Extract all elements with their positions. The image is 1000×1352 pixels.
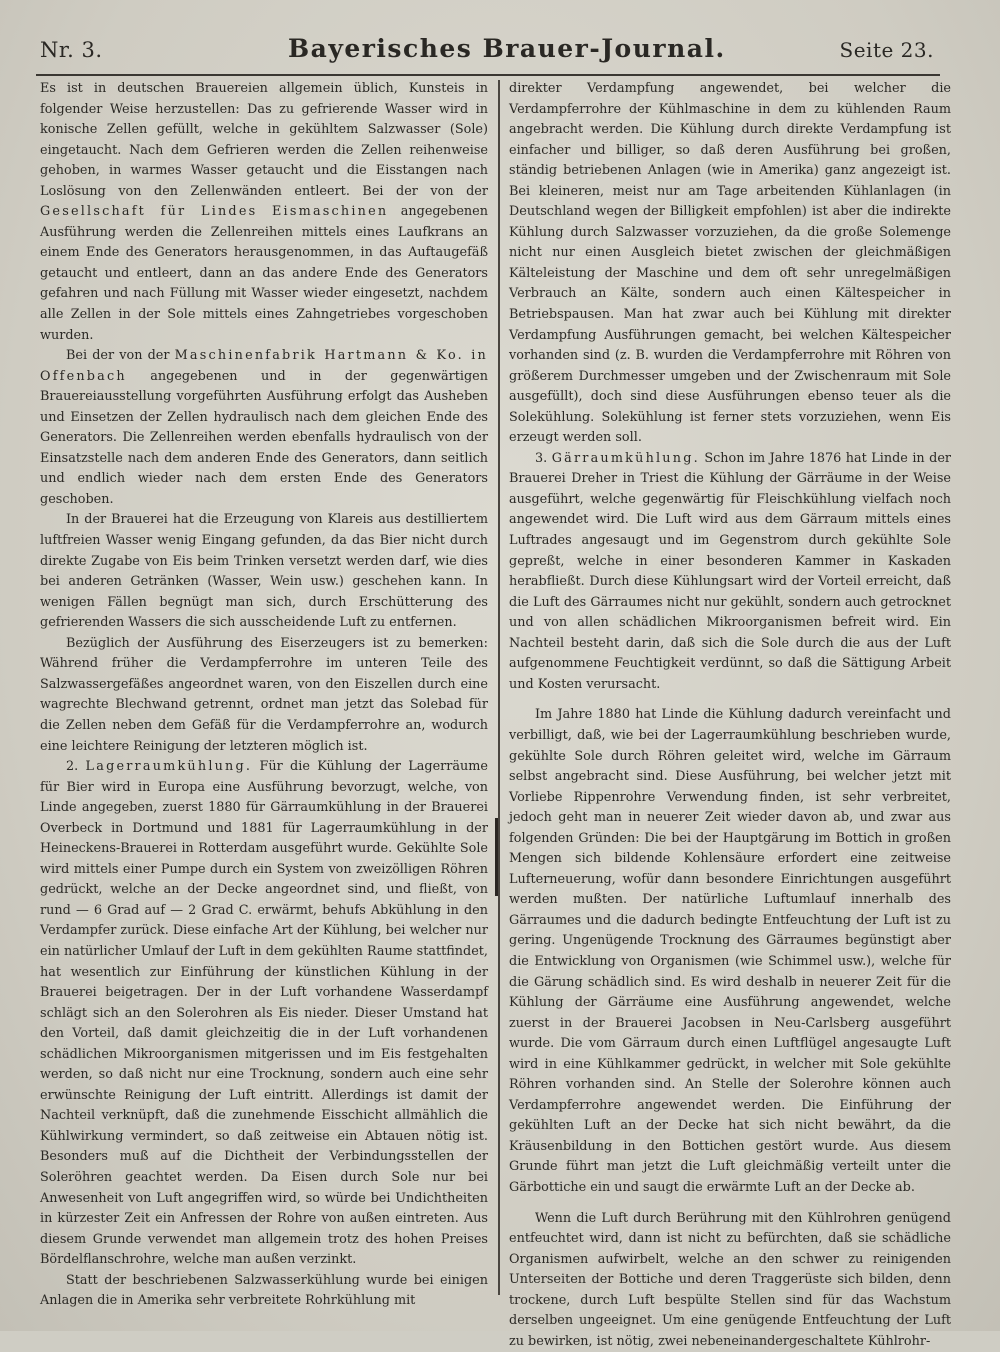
paragraph-eiserzeuger: Bezüglich der Ausführung des Eiserzeugers ist zu bemerken: Während früher die Verdampferrohre im unteren Teile des Salzwassergefäßes angeordnet waren, von den Eiszellen durch eine wagrechte Blechwand getrennt, ordnet man jetzt das Solebad für die Zellen neben dem Gefäß für die Verdampferrohre an, wodurch eine leichtere Reinigung der letzteren möglich ist.	[40, 635, 488, 754]
journal-title: Bayerisches Brauer-Journal.	[288, 34, 726, 63]
paragraph-klareis: In der Brauerei hat die Erzeugung von Klareis aus destilliertem luftfreien Wasser wenig Eingang gefunden, da das Bier nicht durch direkte Zugabe von Eis beim Trinken versetzt werden darf, wie dies bei anderen Getränken (Wasser, Wein usw.) geschehen kann. In wenigen Fällen begnügt man sich, durch Erschütterung des gefrierenden Wassers die sich ausscheidende Luft zu entfernen.	[40, 512, 488, 631]
paragraph-salzwasserkuehlung: Statt der beschriebenen Salzwasserkühlung wurde bei einigen Anlagen die in Amerika sehr verbreitete Rohrkühlung mit	[40, 1272, 488, 1309]
paragraph-entfeuchtung: Wenn die Luft durch Berührung mit den Kühlrohren genügend entfeuchtet wird, dann ist nicht zu befürchten, daß sie schädliche Organismen aufwirbelt, welche an den schwer zu reinigenden Unterseiten der Bottiche und deren Traggerüste sich bilden, denn trockene, durch Luft bespülte Stellen sind für das Wachstum derselben ungeeignet. Um eine genügende Entfeuchtung der Luft zu bewirken, ist nötig, zwei nebeneinandergeschaltete Kühlrohr-	[509, 1210, 951, 1349]
spaced-company-name: Maschinenfabrik Hartmann & Ko. in Offenbach	[40, 348, 488, 384]
page-number: Seite 23.	[839, 38, 934, 62]
section-heading: Lagerraumkühlung.	[85, 759, 253, 775]
paragraph-gaerraumkuehlung: 3. Gärraumkühlung. Schon im Jahre 1876 hat Linde in der Brauerei Dreher in Triest die Kühlung der Gärräume in der Weise ausgeführt, welche gegenwärtig für Fleischkühlung vielfach noch angewendet wird. Die Luft wird aus dem Gärraum mittels eines Luftrades angesaugt und im Gegenstrom durch gekühlte Sole gepreßt, welche in einer besonderen Kammer in Kaskaden herabfließt. Durch diese Kühlungsart wird der Vorteil erreicht, daß die Luft des Gärraumes nicht nur gekühlt, sondern auch getrocknet und von allen schädlichen Mikroorganismen befreit wird. Ein Nachteil besteht darin, daß sich die Sole durch die aus der Luft aufgenommene Feuchtigkeit verdünnt, so daß die Sättigung Arbeit und Kosten verursacht.	[509, 450, 952, 692]
right-column	[509, 79, 952, 1349]
paragraph-gap	[509, 695, 951, 705]
issue-number: Nr. 3.	[40, 38, 103, 62]
page-header	[40, 34, 934, 68]
paragraph-linde-1880: Im Jahre 1880 hat Linde die Kühlung dadurch vereinfacht und verbilligt, daß, wie bei der Lagerraumkühlung beschrieben wurde, gekühlte Sole durch Röhren geleitet wird, welche im Gärraum selbst angebracht sind. Diese Ausführung, bei welcher jetzt mit Vorliebe Rippenrohre Verwendung finden, ist sehr verbreitet, jedoch geht man in neuerer Zeit wieder davon ab, und zwar aus folgenden Gründen: Die bei der Hauptgärung im Bottich in großen Mengen sich bildende Kohlensäure erfordert eine zeitweise Lufterneuerung, wofür dann besondere Einrichtungen ausgeführt werden mußten. Der natürliche Luftumlauf innerhalb des Gärraumes und die dadurch bedingte Entfeuchtung der Luft ist zu gering. Ungenügende Trocknung des Gärraumes begünstigt aber die Entwicklung von Organismen (wie Schimmel usw.), welche für die Gärung schädlich sind. Es wird deshalb in neuerer Zeit für die Kühlung der Gärräume eine Ausführung angewendet, welche zuerst in der Brauerei Jacobsen in Neu-Carlsberg ausgeführt wurde. Die vom Gärraum durch einen Luftflügel angesaugte Luft wird in eine Kühlkammer gedrückt, in welcher mit Sole gekühlte Röhren vorhanden sind. An Stelle der Solerohre können auch Verdampferrohre angewendet werden. Die Einführung der gekühlten Luft an der Decke hat sich nicht bewährt, da die Kräusenbildung in den Bottichen gestört wurde. Aus diesem Grunde führt man jetzt die Luft gleichmäßig verteilt unter die Gärbottiche ein und saugt die erwärmte Luft an der Decke ab.	[509, 707, 951, 1195]
paragraph-kunsteis: Es ist in deutschen Brauereien allgemein üblich, Kunsteis in folgender Weise herzustellen: Das zu gefrierende Wasser wird in konische Zellen gefüllt, welche in gekühltem Salzwasser (Sole) eingetaucht. Nach dem Gefrieren werden die Zellen reihenweise gehoben, in warmes Wasser getaucht und die Eisstangen nach Loslösung von den Zellenwänden entleert. Bei der von der Gesellschaft für Lindes Eismaschinen angegebenen Ausführung werden die Zellenreihen mittels eines Laufkrans an einem Ende des Generators herausgenommen, in das Auftaugefäß getaucht und entleert, dann an das andere Ende des Generators gefahren und nach Füllung mit Wasser wieder eingesetzt, nachdem alle Zellen in der Sole mittels eines Zahngetriebes vorgeschoben wurden.	[40, 81, 488, 343]
paragraph-hartmann: Bei der von der Maschinenfabrik Hartmann & Ko. in Offenbach angegebenen und in der gegenwärtigen Brauereiausstellung vorgeführten Ausführung erfolgt das Ausheben und Einsetzen der Zellen hydraulisch nach dem gleichen Ende des Generators. Die Zellenreihen werden ebenfalls hydraulisch von der Einsatzstelle nach dem anderen Ende des Generators, dann seitlich und endlich wieder nach dem ersten Ende des Generators geschoben.	[40, 348, 488, 507]
spaced-company-name: Gesellschaft für Lindes Eismaschinen	[40, 204, 389, 220]
paragraph-gap	[509, 1199, 951, 1209]
margin-mark	[495, 818, 498, 896]
left-column	[40, 79, 488, 1311]
column-divider	[498, 80, 500, 1295]
section-heading: Gärraumkühlung.	[551, 450, 700, 466]
paragraph-direkte-verdampfung: direkter Verdampfung angewendet, bei welcher die Verdampferrohre der Kühlmaschine in dem zu kühlenden Raum angebracht werden. Die Kühlung durch direkte Verdampfung ist einfacher und billiger, so daß deren Ausführung bei großen, ständig betriebenen Anlagen (wie in Amerika) ganz angezeigt ist. Bei kleineren, meist nur am Tage arbeitenden Kühlanlagen (in Deutschland wegen der Billigkeit empfohlen) ist aber die indirekte Kühlung durch Salzwasser vorzuziehen, da die große Solemenge nicht nur einen Ausgleich bietet zwischen der gleichmäßigen Kälteleistung der Maschine und dem oft sehr unregelmäßigen Verbrauch an Kälte, sondern auch einen Kältespeicher in Betriebspausen. Man hat zwar auch bei Kühlung mit direkter Verdampfung Ausführungen gemacht, bei welchen Kältespeicher vorhanden sind (z. B. wurden die Verdampferrohre mit Röhren von größerem Durchmesser umgeben und der Zwischenraum mit Sole ausgefüllt), doch sind diese Ausführungen ebenso teuer als die Solekühlung. Solekühlung ist ferner stets vorzuziehen, wenn Eis erzeugt werden soll.	[509, 81, 951, 446]
paragraph-lagerraumkuehlung: 2. Lagerraumkühlung. Für die Kühlung der Lagerräume für Bier wird in Europa eine Ausführung bevorzugt, welche, von Linde angegeben, zuerst 1880 für Gärraumkühlung in der Brauerei Overbeck in Dortmund und 1881 für Lagerraumkühlung in der Heineckens-Brauerei in Rotterdam ausgeführt wurde. Gekühlte Sole wird mittels einer Pumpe durch ein System von zweizölligen Röhren gedrückt, welche an der Decke angeordnet sind, und fließt, von rund — 6 Grad auf — 2 Grad C. erwärmt, behufs Abkühlung in den Verdampfer zurück. Diese einfache Art der Kühlung, bei welcher nur ein natürlicher Umlauf der Luft in dem gekühlten Raume stattfindet, hat wesentlich zur Einführung der künstlichen Kühlung in der Brauerei beigetragen. Der in der Luft vorhandene Wasserdampf schlägt sich an den Solerohren als Eis nieder. Dieser Umstand hat den Vorteil, daß damit gleichzeitig die in der Luft vorhandenen schädlichen Mikroorganismen mitgerissen und im Eis festgehalten werden, so daß nicht nur eine Trocknung, sondern auch eine sehr erwünschte Reinigung der Luft eintritt. Allerdings ist damit der Nachteil verknüpft, daß die zunehmende Eisschicht allmählich die Kühlwirkung vermindert, so daß zeitweise ein Abtauen nötig ist. Besonders muß auf die Dichtheit der Verbindungsstellen der Soleröhren geachtet werden. Da Eisen durch Sole nur bei Anwesenheit von Luft angegriffen wird, so würde bei Undichtheiten in kürzester Zeit ein Anfressen der Rohre von außen eintreten. Aus diesem Grunde verwendet man allgemein trotz des hohen Preises Bördelflanschrohre, welche man außen verzinkt.	[40, 759, 488, 1268]
header-rule	[36, 74, 940, 76]
